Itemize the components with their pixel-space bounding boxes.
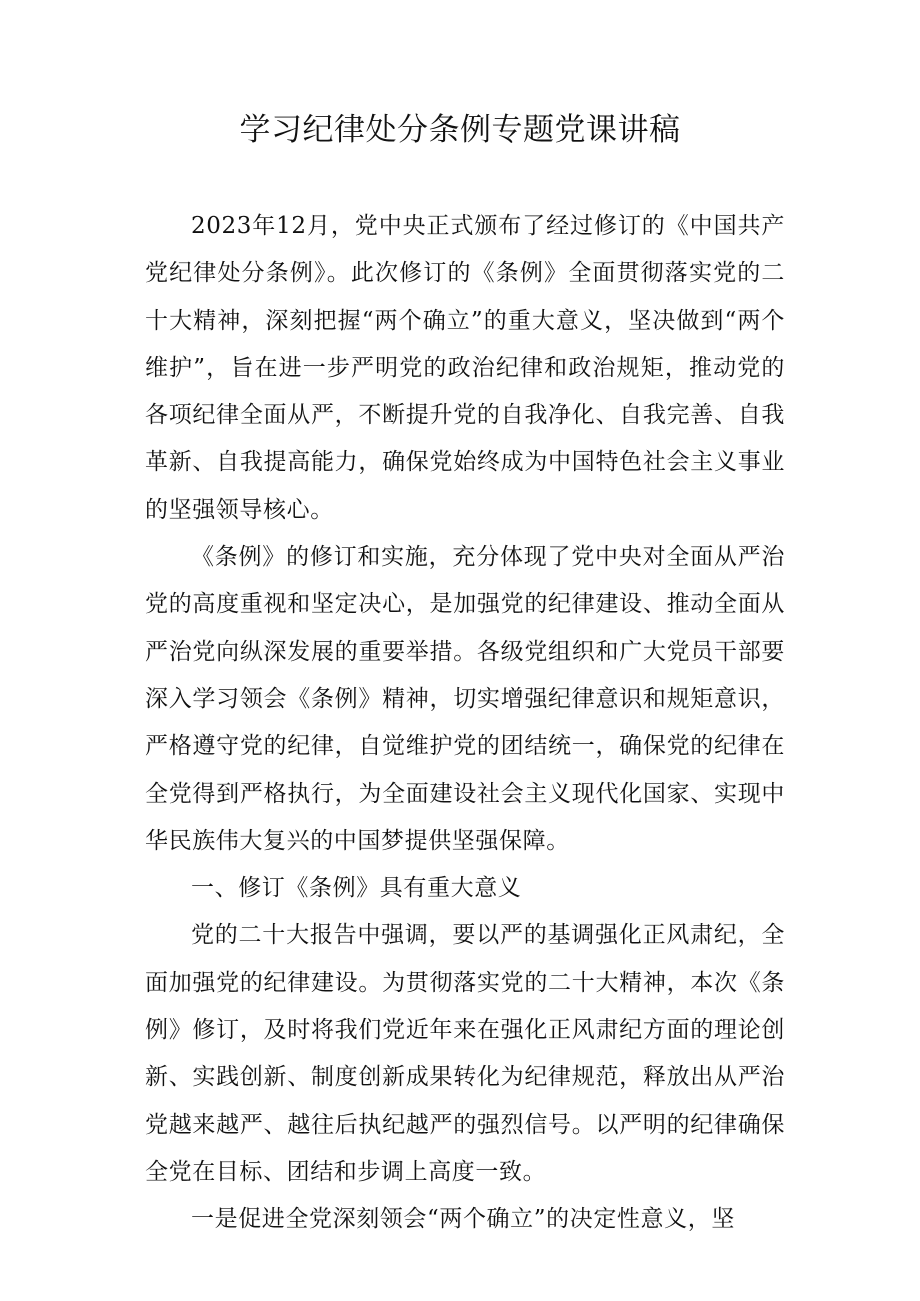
paragraph-intro: 2023年12月，党中央正式颁布了经过修订的《中国共产党纪律处分条例》。此次修订的《条例》全面贯彻落实党的二十大精神，深刻把握“两个确立”的重大意义，坚决做到“两个维护”，旨在进一步严明党的政治纪律和政治规矩，推动党的各项纪律全面从严，不断提升党的自我净化、自我完善、自我革新、自我提高能力，确保党始终成为中国特色社会主义事业的坚强领导核心。 (145, 213, 785, 523)
document-body (145, 203, 785, 1244)
document-title: 学习纪律处分条例专题党课讲稿 (239, 112, 681, 148)
paragraph-point-one: 一是促进全党深刻领会“两个确立”的决定性意义，坚 (191, 1206, 735, 1233)
section-heading-one: 一、修订《条例》具有重大意义 (191, 875, 522, 902)
paragraph-significance-summary: 《条例》的修订和实施，充分体现了党中央对全面从严治党的高度重视和坚定决心，是加强党的纪律建设、推动全面从严治党向纵深发展的重要举措。各级党组织和广大党员干部要深入学习领会《条例》精神，切实增强纪律意识和规矩意识，严格遵守党的纪律，自觉维护党的团结统一，确保党的纪律在全党得到严格执行，为全面建设社会主义现代化国家、实现中华民族伟大复兴的中国梦提供坚强保障。 (145, 544, 785, 854)
paragraph-section-one-body: 党的二十大报告中强调，要以严的基调强化正风肃纪，全面加强党的纪律建设。为贯彻落实党的二十大精神，本次《条例》修订，及时将我们党近年来在强化正风肃纪方面的理论创新、实践创新、制度创新成果转化为纪律规范，释放出从严治党越来越严、越往后执纪越严的强烈信号。以严明的纪律确保全党在目标、团结和步调上高度一致。 (145, 922, 785, 1185)
